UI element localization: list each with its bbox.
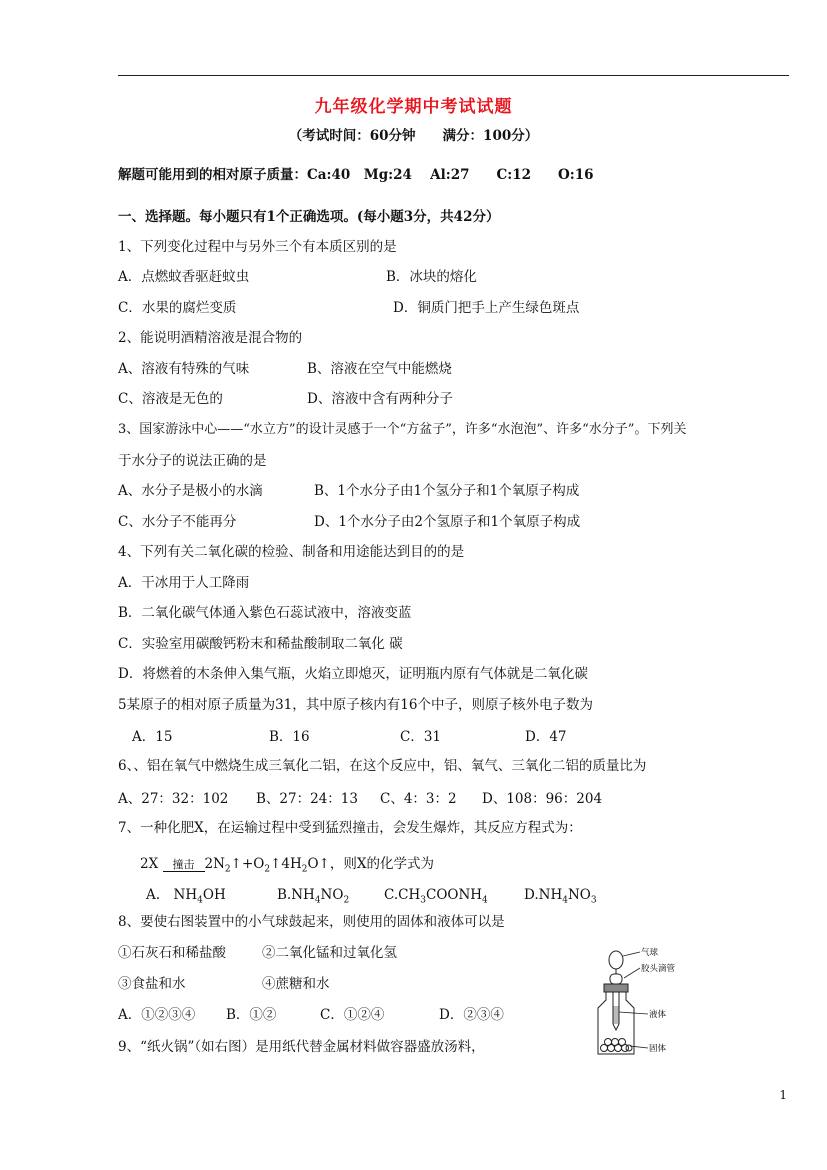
q7-eq-condition: 撞击 — [172, 857, 195, 871]
solid-label: 固体 — [649, 1044, 667, 1054]
section-heading: 一、选择题。每小题只有1个正确选项。(每小题3分，共42分） — [118, 209, 500, 225]
q6-stem: 6、、铝在氧气中燃烧生成三氧化二铝，在这个反应中，铝、氧气、三氧化二铝的质量比为 — [118, 758, 647, 774]
q8-choice-4: ④蔗糖和水 — [262, 976, 330, 992]
q4-option-b: B．二氧化碳气体通入紫色石蕊试液中，溶液变蓝 — [118, 605, 412, 621]
q7-option-c: $C.CH_3COONH_4$ — [384, 887, 488, 906]
q5-option-c: C．31 — [400, 729, 442, 745]
q5-option-b: B．16 — [269, 729, 310, 745]
exam-info: （考试时间：60分钟 满分：100分） — [288, 128, 539, 144]
q1-option-b: B．冰块的熔化 — [386, 269, 477, 285]
q8-option-a: A．①②③④ — [118, 1007, 196, 1023]
q2-stem: 2、能说明酒精溶液是混合物的 — [118, 330, 303, 346]
q4-option-a: A．干冰用于人工降雨 — [118, 575, 250, 591]
q3-option-b: B、1个水分子由1个氢分子和1个氧原子构成 — [314, 483, 580, 499]
q7-stem: 7、一种化肥X，在运输过程中受到猛烈撞击，会发生爆炸，其反应方程式为： — [118, 820, 582, 836]
q8-stem: 8、要使右图装置中的小气球鼓起来，则使用的固体和液体可以是 — [118, 914, 505, 930]
q9-stem: 9、“纸火锅”（如右图）是用纸代替金属材料做容器盛放汤料， — [118, 1039, 485, 1055]
balloon-shape — [609, 951, 623, 969]
q3-option-c: C、水分子不能再分 — [118, 514, 237, 530]
q8-choice-2: ②二氧化锰和过氧化氢 — [262, 945, 397, 961]
q4-option-c: C．实验室用碳酸钙粉末和稀盐酸制取二氧化 碳 — [118, 636, 403, 652]
apparatus-figure — [596, 942, 706, 1062]
q5-option-a: A．15 — [132, 729, 173, 745]
q3-stem-line1: 3、国家游泳中心——“水立方”的设计灵感于一个“方盆子”，许多“水泡泡”、许多“水分子”。下列关 — [118, 422, 687, 437]
q8-option-d: D．②③④ — [439, 1007, 504, 1023]
stopper — [604, 984, 628, 992]
q4-option-d: D．将燃着的木条伸入集气瓶，火焰立即熄灭，证明瓶内原有气体就是二氧化碳 — [118, 666, 588, 682]
q7-option-d: $D.NH_4NO_3$ — [524, 887, 597, 906]
q3-option-a: A、水分子是极小的水滴 — [118, 483, 263, 499]
q5-option-d: D．47 — [525, 729, 567, 745]
q7-option-a: A. $NH_4OH$ — [146, 887, 226, 906]
q7-eq-tail: ，则X的化学式为 — [329, 856, 435, 872]
q3-option-d: D、1个水分子由2个氢原子和1个氧原子构成 — [314, 514, 581, 530]
q7-eq-left: 2X — [140, 856, 159, 872]
q2-option-c: C、溶液是无色的 — [118, 391, 223, 407]
q8-choice-1: ①石灰石和稀盐酸 — [118, 945, 226, 961]
q1-stem: 1、下列变化过程中与另外三个有本质区别的是 — [118, 239, 397, 255]
page-title: 九年级化学期中考试试题 — [314, 97, 513, 117]
liquid-fill — [614, 1006, 619, 1024]
q8-option-b: B．①② — [226, 1007, 277, 1023]
q6-option-b: B、27：24：13 — [256, 791, 358, 807]
top-rule — [118, 75, 789, 76]
q5-stem: 5某原子的相对原子质量为31，其中原子核内有16个中子，则原子核外电子数为 — [118, 697, 593, 713]
dropper-bulb — [610, 974, 622, 984]
q7-eq-arrow — [163, 859, 205, 875]
dropper-label: 胶头滴管 — [641, 964, 676, 974]
q4-stem: 4、下列有关二氧化碳的检验、制备和用途能达到目的的是 — [118, 544, 465, 560]
q2-option-a: A、溶液有特殊的气味 — [118, 361, 250, 377]
liquid-label: 液体 — [649, 1010, 667, 1020]
page-number: 1 — [779, 1088, 787, 1102]
q7-option-b: $B.NH_4NO_2$ — [277, 887, 350, 906]
q3-stem-line2: 于水分子的说法正确的是 — [118, 453, 267, 469]
q1-option-d: D．铜质门把手上产生绿色斑点 — [393, 300, 580, 316]
q6-option-c: C、4：3：2 — [380, 791, 457, 807]
q8-option-c: C．①②④ — [320, 1007, 385, 1023]
q7-equation: 2X 撞击 $2N_2↑+O_2↑4H_2O↑$，则X的化学式为 — [140, 856, 435, 875]
q2-option-b: B、溶液在空气中能燃烧 — [307, 361, 452, 377]
balloon-label: 气球 — [641, 948, 659, 958]
q1-option-a: A．点燃蚊香驱赶蚊虫 — [118, 269, 250, 285]
q1-option-c: C．水果的腐烂变质 — [118, 300, 237, 316]
q8-choice-3: ③食盐和水 — [118, 976, 186, 992]
q6-option-a: A、27：32：102 — [118, 791, 229, 807]
q2-option-d: D、溶液中含有两种分子 — [307, 391, 453, 407]
q6-option-d: D、108：96：204 — [482, 791, 603, 807]
atomic-mass-line: 解题可能用到的相对原子质量：Ca:40 Mg:24 Al:27 C:12 O:16 — [118, 167, 594, 183]
